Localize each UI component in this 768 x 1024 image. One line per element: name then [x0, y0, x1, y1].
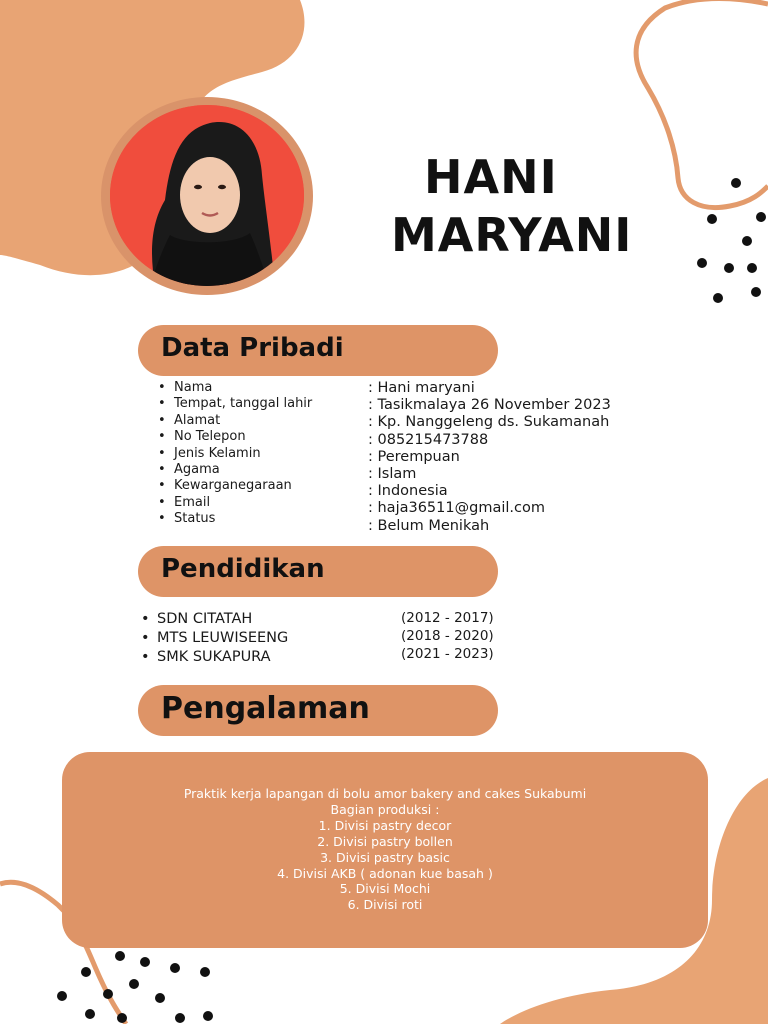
- list-item: • Jenis Kelamin: [158, 446, 312, 462]
- list-item: • Tempat, tanggal lahir: [158, 396, 312, 412]
- year-range: (2012 - 2017): [401, 610, 494, 626]
- value-email: : haja36511@gmail.com: [368, 500, 545, 517]
- dot: [742, 236, 752, 246]
- value-nationality: : Indonesia: [368, 483, 448, 500]
- dot: [175, 1013, 185, 1023]
- section-header-personal: [138, 325, 498, 376]
- profile-photo: [110, 105, 304, 286]
- value-gender: : Perempuan: [368, 448, 460, 465]
- experience-line: 3. Divisi pastry basic: [320, 849, 450, 865]
- dot: [115, 951, 125, 961]
- section-header-experience: [138, 685, 498, 736]
- dot: [81, 967, 91, 977]
- dot: [697, 258, 707, 268]
- year-range: (2018 - 2020): [401, 628, 494, 644]
- last-name: MARYANI: [391, 208, 633, 262]
- dot: [747, 263, 757, 273]
- first-name: HANI: [424, 150, 558, 204]
- list-item: • No Telepon: [158, 429, 312, 445]
- dot: [731, 178, 741, 188]
- experience-line: 1. Divisi pastry decor: [318, 817, 452, 833]
- experience-text: [62, 786, 708, 913]
- value-phone: : 085215473788: [368, 431, 489, 448]
- list-item: • MTS LEUWISEENG: [141, 629, 288, 648]
- dot: [707, 214, 717, 224]
- full-name: [391, 148, 691, 264]
- list-item: • Status: [158, 511, 312, 527]
- section-title-experience: Pengalaman: [161, 691, 370, 726]
- personal-values-list: [368, 380, 611, 535]
- dot: [57, 991, 67, 1001]
- experience-line: 5. Divisi Mochi: [339, 881, 431, 897]
- list-item: • SMK SUKAPURA: [141, 648, 288, 667]
- section-title-personal: Data Pribadi: [161, 333, 344, 363]
- value-address: : Kp. Nanggeleng ds. Sukamanah: [368, 414, 610, 431]
- dot: [103, 989, 113, 999]
- dots-bottom-left: [57, 951, 213, 1023]
- section-title-education: Pendidikan: [161, 554, 325, 584]
- dot: [140, 957, 150, 967]
- experience-line: 2. Divisi pastry bollen: [317, 833, 453, 849]
- dot: [155, 993, 165, 1003]
- experience-line: Bagian produksi :: [330, 801, 440, 817]
- list-item: • Kewarganegaraan: [158, 478, 312, 494]
- experience-line: Praktik kerja lapangan di bolu amor bakery and cakes Sukabumi: [183, 786, 587, 801]
- experience-line: 6. Divisi roti: [347, 897, 423, 913]
- dot: [713, 293, 723, 303]
- personal-labels-list: [158, 380, 312, 528]
- dot: [117, 1013, 127, 1023]
- value-status: : Belum Menikah: [368, 517, 490, 534]
- dot: [756, 212, 766, 222]
- list-item: • Alamat: [158, 413, 312, 429]
- dot: [85, 1009, 95, 1019]
- dot: [200, 967, 210, 977]
- year-range: (2021 - 2023): [401, 646, 494, 662]
- section-header-education: [138, 546, 498, 597]
- value-religion: : Islam: [368, 466, 417, 483]
- person-silhouette-icon: [110, 105, 304, 286]
- list-item: • SDN CITATAH: [141, 610, 288, 629]
- experience-line: 4. Divisi AKB ( adonan kue basah ): [277, 865, 493, 881]
- dot: [170, 963, 180, 973]
- list-item: • Email: [158, 495, 312, 511]
- dot: [751, 287, 761, 297]
- dot: [129, 979, 139, 989]
- value-birth: : Tasikmalaya 26 November 2023: [368, 397, 611, 414]
- list-item: • Nama: [158, 380, 312, 396]
- list-item: • Agama: [158, 462, 312, 478]
- education-list: [141, 610, 288, 667]
- dot: [203, 1011, 213, 1021]
- dot: [724, 263, 734, 273]
- education-years: [401, 609, 494, 663]
- value-name: : Hani maryani: [368, 380, 475, 396]
